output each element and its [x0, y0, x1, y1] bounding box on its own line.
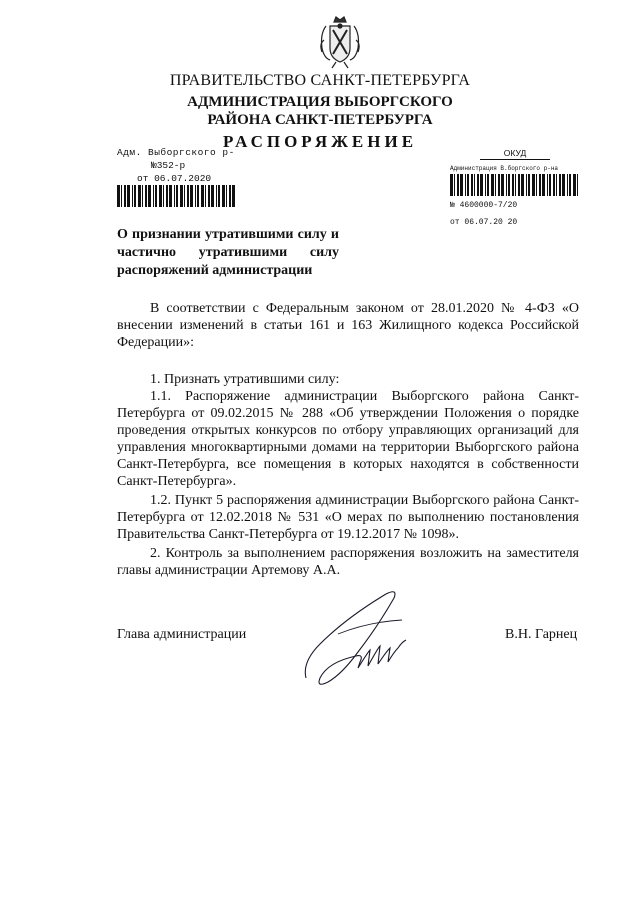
barcode-bar [573, 174, 576, 196]
barcode-bar [229, 185, 231, 207]
barcode [117, 185, 267, 207]
barcode-bar [528, 174, 530, 196]
registration-date: от 06.07.2020 [137, 173, 212, 184]
barcode-bar [232, 185, 235, 207]
document-subject: О признании утратившими силу и частично утратившими силу распоряжений администрации [117, 227, 339, 278]
barcode-bar [474, 174, 475, 196]
barcode-bar [549, 174, 551, 196]
barcode-bar [195, 185, 196, 207]
barcode-bar [521, 174, 524, 196]
registration-org-right: Администрация В.боргского р-на [450, 165, 559, 172]
barcode-bar [153, 185, 154, 207]
barcode-bar [450, 174, 453, 196]
registration-org: Адм. Выборгского р- [117, 147, 235, 158]
barcode-bar [457, 174, 459, 196]
barcode-bar [124, 185, 126, 207]
barcode-bar [477, 174, 479, 196]
barcode-bar [512, 174, 515, 196]
barcode-bar [518, 174, 520, 196]
administration-title-line1: АДМИНИСТРАЦИЯ ВЫБОРГСКОГО [187, 94, 453, 110]
barcode-bar [491, 174, 494, 196]
barcode-bar [569, 174, 571, 196]
barcode-bar [539, 174, 541, 196]
barcode-bar [547, 174, 548, 196]
paragraph-item-2: 2. Контроль за выполнением распоряжения возложить на заместителя главы администрации Артемову А.А. [117, 546, 579, 578]
barcode-bar [480, 174, 483, 196]
paragraph-intro: В соответствии с Федеральным законом от 28.01.2020 № 4-ФЗ «О внесении изменений в статьи 161 и 163 Жилищного кодекса Российской Федерации»: [117, 301, 579, 350]
barcode-bar [495, 174, 496, 196]
barcode-bar [471, 174, 474, 196]
barcode-bar [197, 185, 199, 207]
barcode-bar [536, 174, 537, 196]
barcode-bar [163, 185, 164, 207]
barcode-bar [145, 185, 147, 207]
barcode-bar [487, 174, 489, 196]
barcode-bar [155, 185, 157, 207]
barcode-bar [567, 174, 568, 196]
barcode-bar [226, 185, 227, 207]
signatory-name: В.Н. Гарнец [505, 627, 578, 642]
registration-number-right: № 4600000-7/20 [450, 201, 518, 210]
barcode-bar [159, 185, 162, 207]
barcode-bar [222, 185, 225, 207]
barcode-bar [205, 185, 206, 207]
barcode-bar [184, 185, 185, 207]
registration-number: №352-р [151, 160, 186, 171]
barcode-bar [218, 185, 220, 207]
barcode-bar [142, 185, 143, 207]
signatory-position: Глава администрации [117, 627, 247, 642]
barcode-bar [216, 185, 217, 207]
barcode-bar [180, 185, 183, 207]
barcode-bar [532, 174, 535, 196]
barcode-bar [208, 185, 210, 207]
barcode-bar [211, 185, 214, 207]
barcode-bar [117, 185, 120, 207]
document-type-title: РАСПОРЯЖЕНИЕ [222, 132, 418, 151]
barcode-bar [166, 185, 168, 207]
barcode-bar [465, 174, 466, 196]
barcode-bar [460, 174, 463, 196]
barcode-bar [127, 185, 130, 207]
barcode-bar [201, 185, 204, 207]
government-title: ПРАВИТЕЛЬСТВО САНКТ-ПЕТЕРБУРГА [169, 72, 471, 89]
barcode-bar [190, 185, 193, 207]
barcode-bar [501, 174, 504, 196]
barcode-bar [508, 174, 510, 196]
barcode-bar [498, 174, 500, 196]
barcode-bar [132, 185, 133, 207]
barcode-bar [148, 185, 151, 207]
barcode-bar [174, 185, 175, 207]
barcode-bar [134, 185, 136, 207]
barcode-bar [467, 174, 469, 196]
barcode-bar [556, 174, 557, 196]
paragraph-item-1-2: 1.2. Пункт 5 распоряжения администрации Выборгского района Санкт-Петербурга от 12.02.2018 № 531 «О мерах по выполнению постановления Правительства Санкт-Петербурга от 19.12.2017 № 1098». [117, 493, 579, 542]
st-petersburg-coat-of-arms-icon [316, 14, 364, 70]
okud-label: ОКУД [480, 148, 550, 160]
handwritten-signature [298, 582, 418, 692]
barcode-bar [176, 185, 178, 207]
barcode-bar [577, 174, 578, 196]
item-1-text: 1. Признать утратившими силу: [150, 372, 340, 387]
barcode-bar [542, 174, 545, 196]
registration-date-right: от 06.07.20 20 [450, 218, 518, 227]
administration-title [0, 93, 640, 129]
barcode-bar [515, 174, 516, 196]
barcode-bar [562, 174, 565, 196]
barcode-bar [526, 174, 527, 196]
barcode-bar [485, 174, 486, 196]
barcode-bar [138, 185, 141, 207]
barcode-bar [553, 174, 556, 196]
barcode-bar [454, 174, 455, 196]
barcode-bar [187, 185, 189, 207]
barcode-right [450, 174, 580, 196]
barcode-bar [121, 185, 122, 207]
administration-title-line2: РАЙОНА САНКТ-ПЕТЕРБУРГА [207, 112, 433, 128]
barcode-bar [169, 185, 172, 207]
barcode-bar [559, 174, 561, 196]
registration-stamp-right [450, 148, 580, 228]
barcode-bar [506, 174, 507, 196]
paragraph-item-1 [117, 371, 579, 388]
paragraph-item-1-1: 1.1. Распоряжение администрации Выборгского района Санкт-Петербурга от 09.02.2015 № 288 «Об утверждении Положения о порядке проведения открытых конкурсов по отбору управляющих организаций для управления многоквартирными домами на территории Выборгского района Санкт-Петербурга, все помещения в которых находятся в собственности Санкт-Петербурга». [117, 389, 579, 489]
registration-stamp-left [117, 146, 267, 207]
